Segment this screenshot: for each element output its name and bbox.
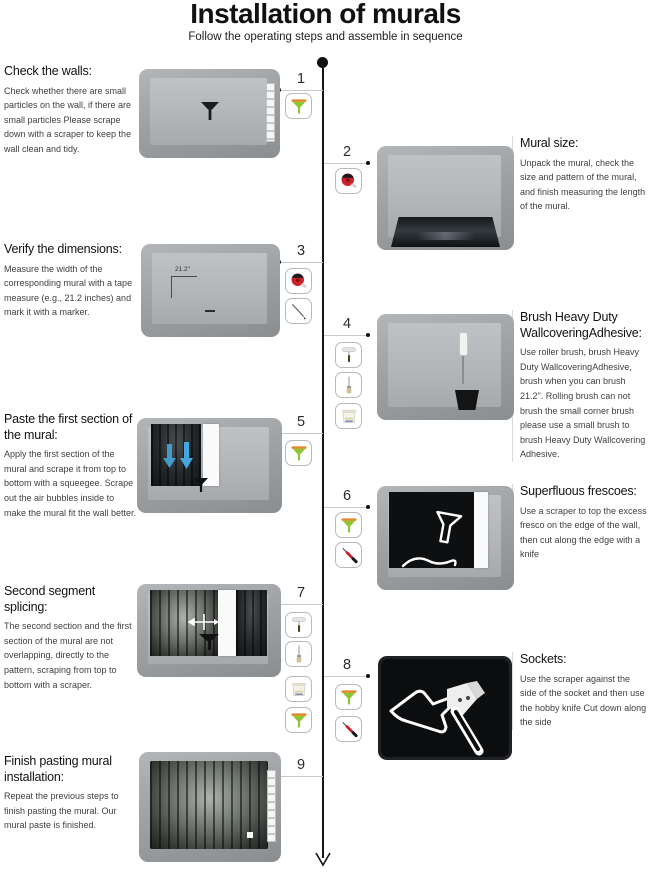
step-number-6: 6 <box>342 488 352 504</box>
step-6-text <box>512 484 649 562</box>
step-1-image <box>139 69 280 158</box>
tick-dot-6 <box>366 505 370 509</box>
step-2-image <box>377 146 514 250</box>
hobby-knife-icon <box>335 716 362 742</box>
tick-step-4 <box>324 335 368 336</box>
step-body: Apply the first section of the mural and scrape it from top to bottom with a squeegee. Scrape out the air bubbles inside to make the mural fit the wall better. <box>4 449 137 518</box>
paste-bucket-icon <box>285 676 312 702</box>
hobby-knife-icon <box>335 542 362 568</box>
step-title: Brush Heavy Duty WallcoveringAdhesive: <box>520 310 642 340</box>
dimension-label: 21.2" <box>175 266 190 273</box>
pencil-mark <box>205 310 215 312</box>
step-title: Second segment splicing: <box>4 584 96 614</box>
step-7-text <box>4 584 138 692</box>
step-number-1: 1 <box>296 71 306 87</box>
step-number-5: 5 <box>296 414 306 430</box>
step-number-7: 7 <box>296 585 306 601</box>
squeegee-icon <box>335 512 362 538</box>
page-subtitle: Follow the operating steps and assemble in sequence <box>188 31 463 43</box>
tick-step-7 <box>280 604 323 605</box>
tick-step-2 <box>324 163 368 164</box>
step-body: Repeat the previous steps to finish pasting the mural. Our mural paste is finished. <box>4 791 119 831</box>
step-1-text <box>4 64 136 157</box>
step-2-text <box>512 136 648 214</box>
squeegee-icon <box>285 93 312 119</box>
small-brush-icon <box>335 372 362 398</box>
ladder-icon <box>267 770 276 843</box>
paint-roller-icon <box>285 612 312 638</box>
step-number-2: 2 <box>342 144 352 160</box>
dimension-line-v <box>171 276 172 298</box>
step-3-text <box>4 242 137 320</box>
step-title: Check the walls: <box>4 64 92 78</box>
down-arrows-icon <box>159 442 199 472</box>
squeegee-mark-icon <box>199 99 221 125</box>
step-title: Paste the first section of the mural: <box>4 412 133 442</box>
roller-illustration <box>459 332 468 356</box>
step-4-image <box>377 314 514 420</box>
splice-arrows-icon <box>185 612 237 652</box>
tick-dot-2 <box>366 161 370 165</box>
step-body: Use the scraper against the side of the socket and then use the hobby knife Cut down along the side <box>520 673 647 728</box>
squeegee-outline-icon <box>391 691 453 732</box>
squeegee-icon <box>285 707 312 733</box>
paste-bucket-icon <box>335 403 362 429</box>
tick-dot-8 <box>366 674 370 678</box>
step-body: Use roller brush, brush Heavy Duty WallcoveringAdhesive, brush when you can brush 21.2". Rolling brush can not brush the small corner brush please use a small brush to brush Heavy Duty Wallcovering Adhesive. <box>520 347 646 460</box>
step-body: The second section and the first section of the mural are not overlapping, directly to the pattern, scraping from top to bottom with a scraper. <box>4 621 132 690</box>
step-title: Verify the dimensions: <box>4 242 122 256</box>
step-title: Finish pasting mural installation: <box>4 754 112 784</box>
tick-dot-4 <box>366 333 370 337</box>
step-8-text <box>512 652 649 730</box>
step-title: Superfluous frescoes: <box>520 484 637 498</box>
small-brush-icon <box>285 641 312 667</box>
tick-step-6 <box>324 507 368 508</box>
tick-step-1 <box>280 90 323 91</box>
squeegee-icon <box>285 440 312 466</box>
step-number-8: 8 <box>342 657 352 673</box>
squeegee-mark-icon <box>193 476 209 494</box>
step-number-4: 4 <box>342 316 352 332</box>
mural-sheen <box>417 232 474 240</box>
step-title: Sockets: <box>520 652 567 666</box>
step-number-3: 3 <box>296 243 306 259</box>
step-9-text <box>4 754 137 833</box>
roller-handle <box>462 356 464 384</box>
tape-measure-icon <box>285 268 312 294</box>
tick-step-5 <box>280 433 323 434</box>
step-4-text <box>512 310 649 462</box>
step-6-image <box>377 486 514 590</box>
squeegee-icon <box>335 684 362 710</box>
step-5-image <box>137 418 282 513</box>
timeline-arrow-icon <box>313 850 333 868</box>
step-body: Unpack the mural, check the size and pattern of the mural, and finish measuring the length of the mural. <box>520 157 646 212</box>
ladder-icon <box>266 83 275 142</box>
paint-roller-icon <box>335 342 362 368</box>
tape-measure-icon <box>335 168 362 194</box>
tick-step-3 <box>280 262 323 263</box>
step-number-9: 9 <box>296 757 306 773</box>
socket-cut-illustration <box>381 659 509 757</box>
unpasted-strip <box>474 492 488 568</box>
step-9-image <box>139 752 281 862</box>
step-8-image <box>378 656 512 760</box>
dimension-line-h <box>171 276 197 277</box>
wall <box>388 323 501 407</box>
second-mural-section <box>236 590 267 656</box>
page-title: Installation of murals <box>190 0 461 29</box>
step-7-image <box>137 584 281 677</box>
squeegee-outline-icon <box>389 492 474 584</box>
step-body: Use a scraper to top the excess fresco on the edge of the wall, then cut along the edge with a knife <box>520 505 647 560</box>
tick-step-8 <box>324 676 368 677</box>
step-body: Check whether there are small particles on the wall, if there are small particles Please scrape down with a scraper to keep the wall clean and tidy. <box>4 85 132 154</box>
step-body: Measure the width of the corresponding mural with a tape measure (e.g., 21.2 inches) and mark it with a marker. <box>4 263 133 318</box>
timeline-line <box>322 62 324 858</box>
step-title: Mural size: <box>520 136 579 150</box>
marker-pen-icon <box>285 298 312 324</box>
mural-corner-patch <box>247 832 253 838</box>
paste-bucket-illustration <box>455 390 479 410</box>
step-3-image <box>141 244 280 337</box>
knife-icon <box>455 711 479 751</box>
tick-step-9 <box>280 776 323 777</box>
wall <box>152 253 267 324</box>
step-5-text <box>4 412 137 520</box>
